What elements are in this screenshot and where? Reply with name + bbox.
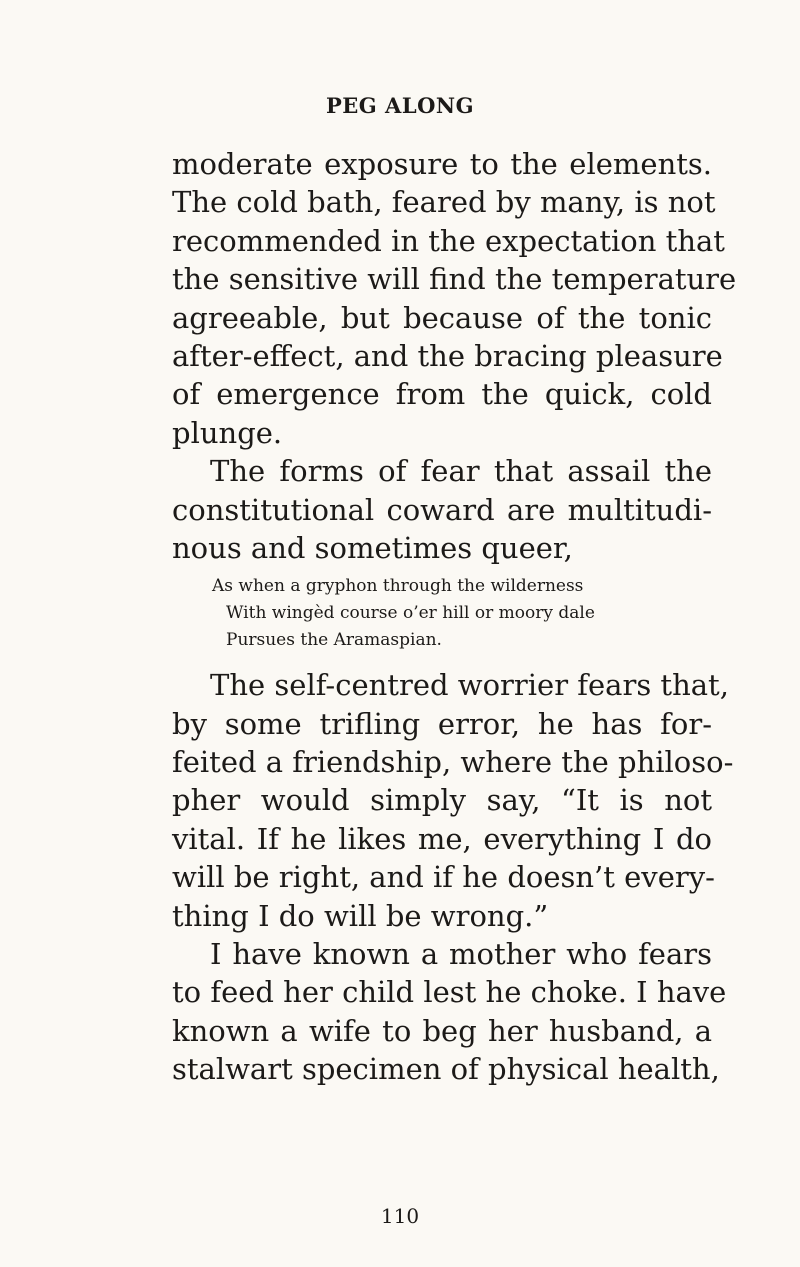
text-line: known a wife to beg her husband, a [172,1013,712,1048]
verse-line: Pursues the Aramaspian. [226,630,442,651]
text-line: pher would simply say, “It is not [172,783,712,818]
text-line: plunge. [172,415,283,450]
verse-line: With wingèd course o’er hill or moory dale [226,603,595,624]
verse-line: As when a gryphon through the wilderness [212,576,584,597]
text-line: stalwart specimen of physical health, [172,1052,720,1087]
verse-quotation [172,573,712,654]
text-line: after-effect, and the bracing pleasure [172,338,723,373]
running-head: PEG ALONG [325,93,475,118]
text-line: The cold bath, feared by many, is not [172,185,716,220]
text-line: to feed her child lest he choke. I have [172,975,727,1010]
text-line: constitutional coward are multitudi- [172,492,712,527]
text-line: the sensitive will find the temperature [172,262,737,297]
text-line: nous and sometimes queer, [172,530,573,565]
paragraph-start-line: The self-centred worrier fears that, [210,668,729,703]
body-text [172,145,737,1089]
text-line: feited a friendship, where the philoso- [172,745,734,780]
text-line: moderate exposure to the elements. [172,147,712,181]
paragraph-start-line: I have known a mother who fears [210,937,712,972]
text-line: by some trifling error, he has for- [172,706,712,741]
paragraph-start-line: The forms of fear that assail the [210,454,712,489]
text-line: vital. If he likes me, everything I do [172,821,712,856]
text-line: recommended in the expectation that [172,223,725,258]
page-number: 110 [380,1204,420,1228]
text-line: will be right, and if he doesn’t every- [172,860,715,895]
text-line: thing I do will be wrong.” [172,898,549,933]
text-line: of emergence from the quick, cold [172,377,712,412]
text-line: agreeable, but because of the tonic [172,300,712,335]
